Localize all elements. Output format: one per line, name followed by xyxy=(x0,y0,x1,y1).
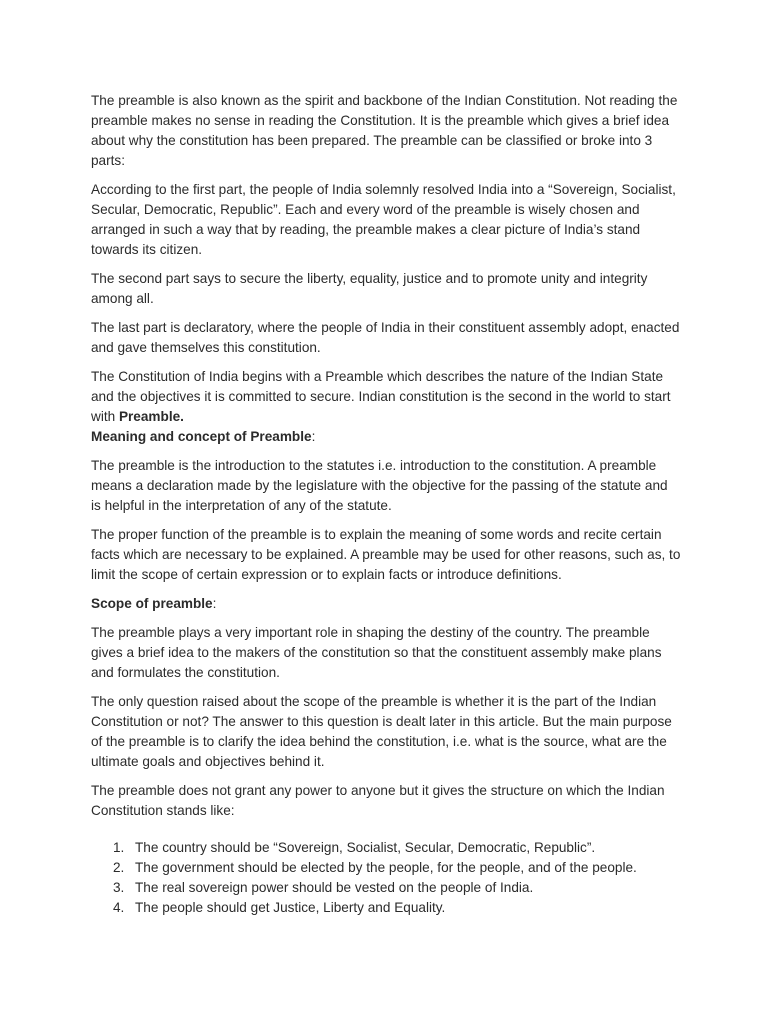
paragraph-constitution-begins-bold: Preamble. xyxy=(118,409,184,424)
heading-meaning-concept xyxy=(91,427,681,447)
heading-meaning-colon: : xyxy=(311,429,316,444)
heading-scope-text: Scope of preamble xyxy=(91,596,213,611)
heading-scope-colon: : xyxy=(212,596,217,611)
paragraph-intro: The preamble is also known as the spirit and backbone of the Indian Constitution. Not reading the preamble makes no sense in reading the Constitution. It is the preamble which gives a brief idea about why the constitution has been prepared. The preamble can be classified or broke into 3 parts: xyxy=(91,93,678,168)
list-item-text: The real sovereign power should be vested on the people of India. xyxy=(135,880,534,895)
paragraph-constitution-begins-text: The Constitution of India begins with a Preamble which describes the nature of the Indian State and the objectives it is committed to secure. Indian constitution is the second in the world to start with xyxy=(91,369,671,424)
list-item xyxy=(91,838,681,858)
list-item xyxy=(91,898,681,918)
list-item-text: The country should be “Sovereign, Socialist, Secular, Democratic, Republic”. xyxy=(135,840,596,855)
list-item-number: 2. xyxy=(113,860,125,875)
paragraph-first-part: According to the first part, the people of India solemnly resolved India into a “Sovereign, Socialist, Secular, Democratic, Republic”. Each and every word of the preamble is wisely chosen and arranged in such a way that by reading, the preamble makes a clear picture of India’s stand towards its citizen. xyxy=(91,182,676,257)
list-item-number: 1. xyxy=(113,840,125,855)
paragraph-meaning-definition: The preamble is the introduction to the statutes i.e. introduction to the constitution. A preamble means a declaration made by the legislature with the objective for the passing of the statute and is helpful in the interpretation of any of the statute. xyxy=(91,458,668,513)
paragraph-second-part: The second part says to secure the liberty, equality, justice and to promote unity and integrity among all. xyxy=(91,271,648,306)
paragraph-last-part: The last part is declaratory, where the people of India in their constituent assembly adopt, enacted and gave themselves this constitution. xyxy=(91,320,680,355)
structure-list xyxy=(91,838,681,918)
list-item-number: 3. xyxy=(113,880,125,895)
list-item-text: The people should get Justice, Liberty and Equality. xyxy=(135,900,446,915)
paragraph-constitution-begins xyxy=(91,367,681,427)
list-item-number: 4. xyxy=(113,900,125,915)
paragraph-no-power: The preamble does not grant any power to anyone but it gives the structure on which the Indian Constitution stands like: xyxy=(91,783,665,818)
paragraph-scope-question: The only question raised about the scope of the preamble is whether it is the part of the Indian Constitution or not? The answer to this question is dealt later in this article. But the main purpose of the preamble is to clarify the idea behind the constitution, i.e. what is the source, what are the ultimate goals and objectives behind it. xyxy=(91,694,672,769)
document-page xyxy=(91,91,681,918)
list-item xyxy=(91,878,681,898)
list-item xyxy=(91,858,681,878)
heading-scope xyxy=(91,594,681,614)
paragraph-scope-role: The preamble plays a very important role in shaping the destiny of the country. The preamble gives a brief idea to the makers of the constitution so that the constituent assembly make plans and formulates the constitution. xyxy=(91,625,662,680)
list-item-text: The government should be elected by the people, for the people, and of the people. xyxy=(135,860,637,875)
heading-meaning-text: Meaning and concept of Preamble xyxy=(91,429,312,444)
paragraph-proper-function: The proper function of the preamble is to explain the meaning of some words and recite certain facts which are necessary to be explained. A preamble may be used for other reasons, such as, to limit the scope of certain expression or to explain facts or introduce definitions. xyxy=(91,527,681,582)
